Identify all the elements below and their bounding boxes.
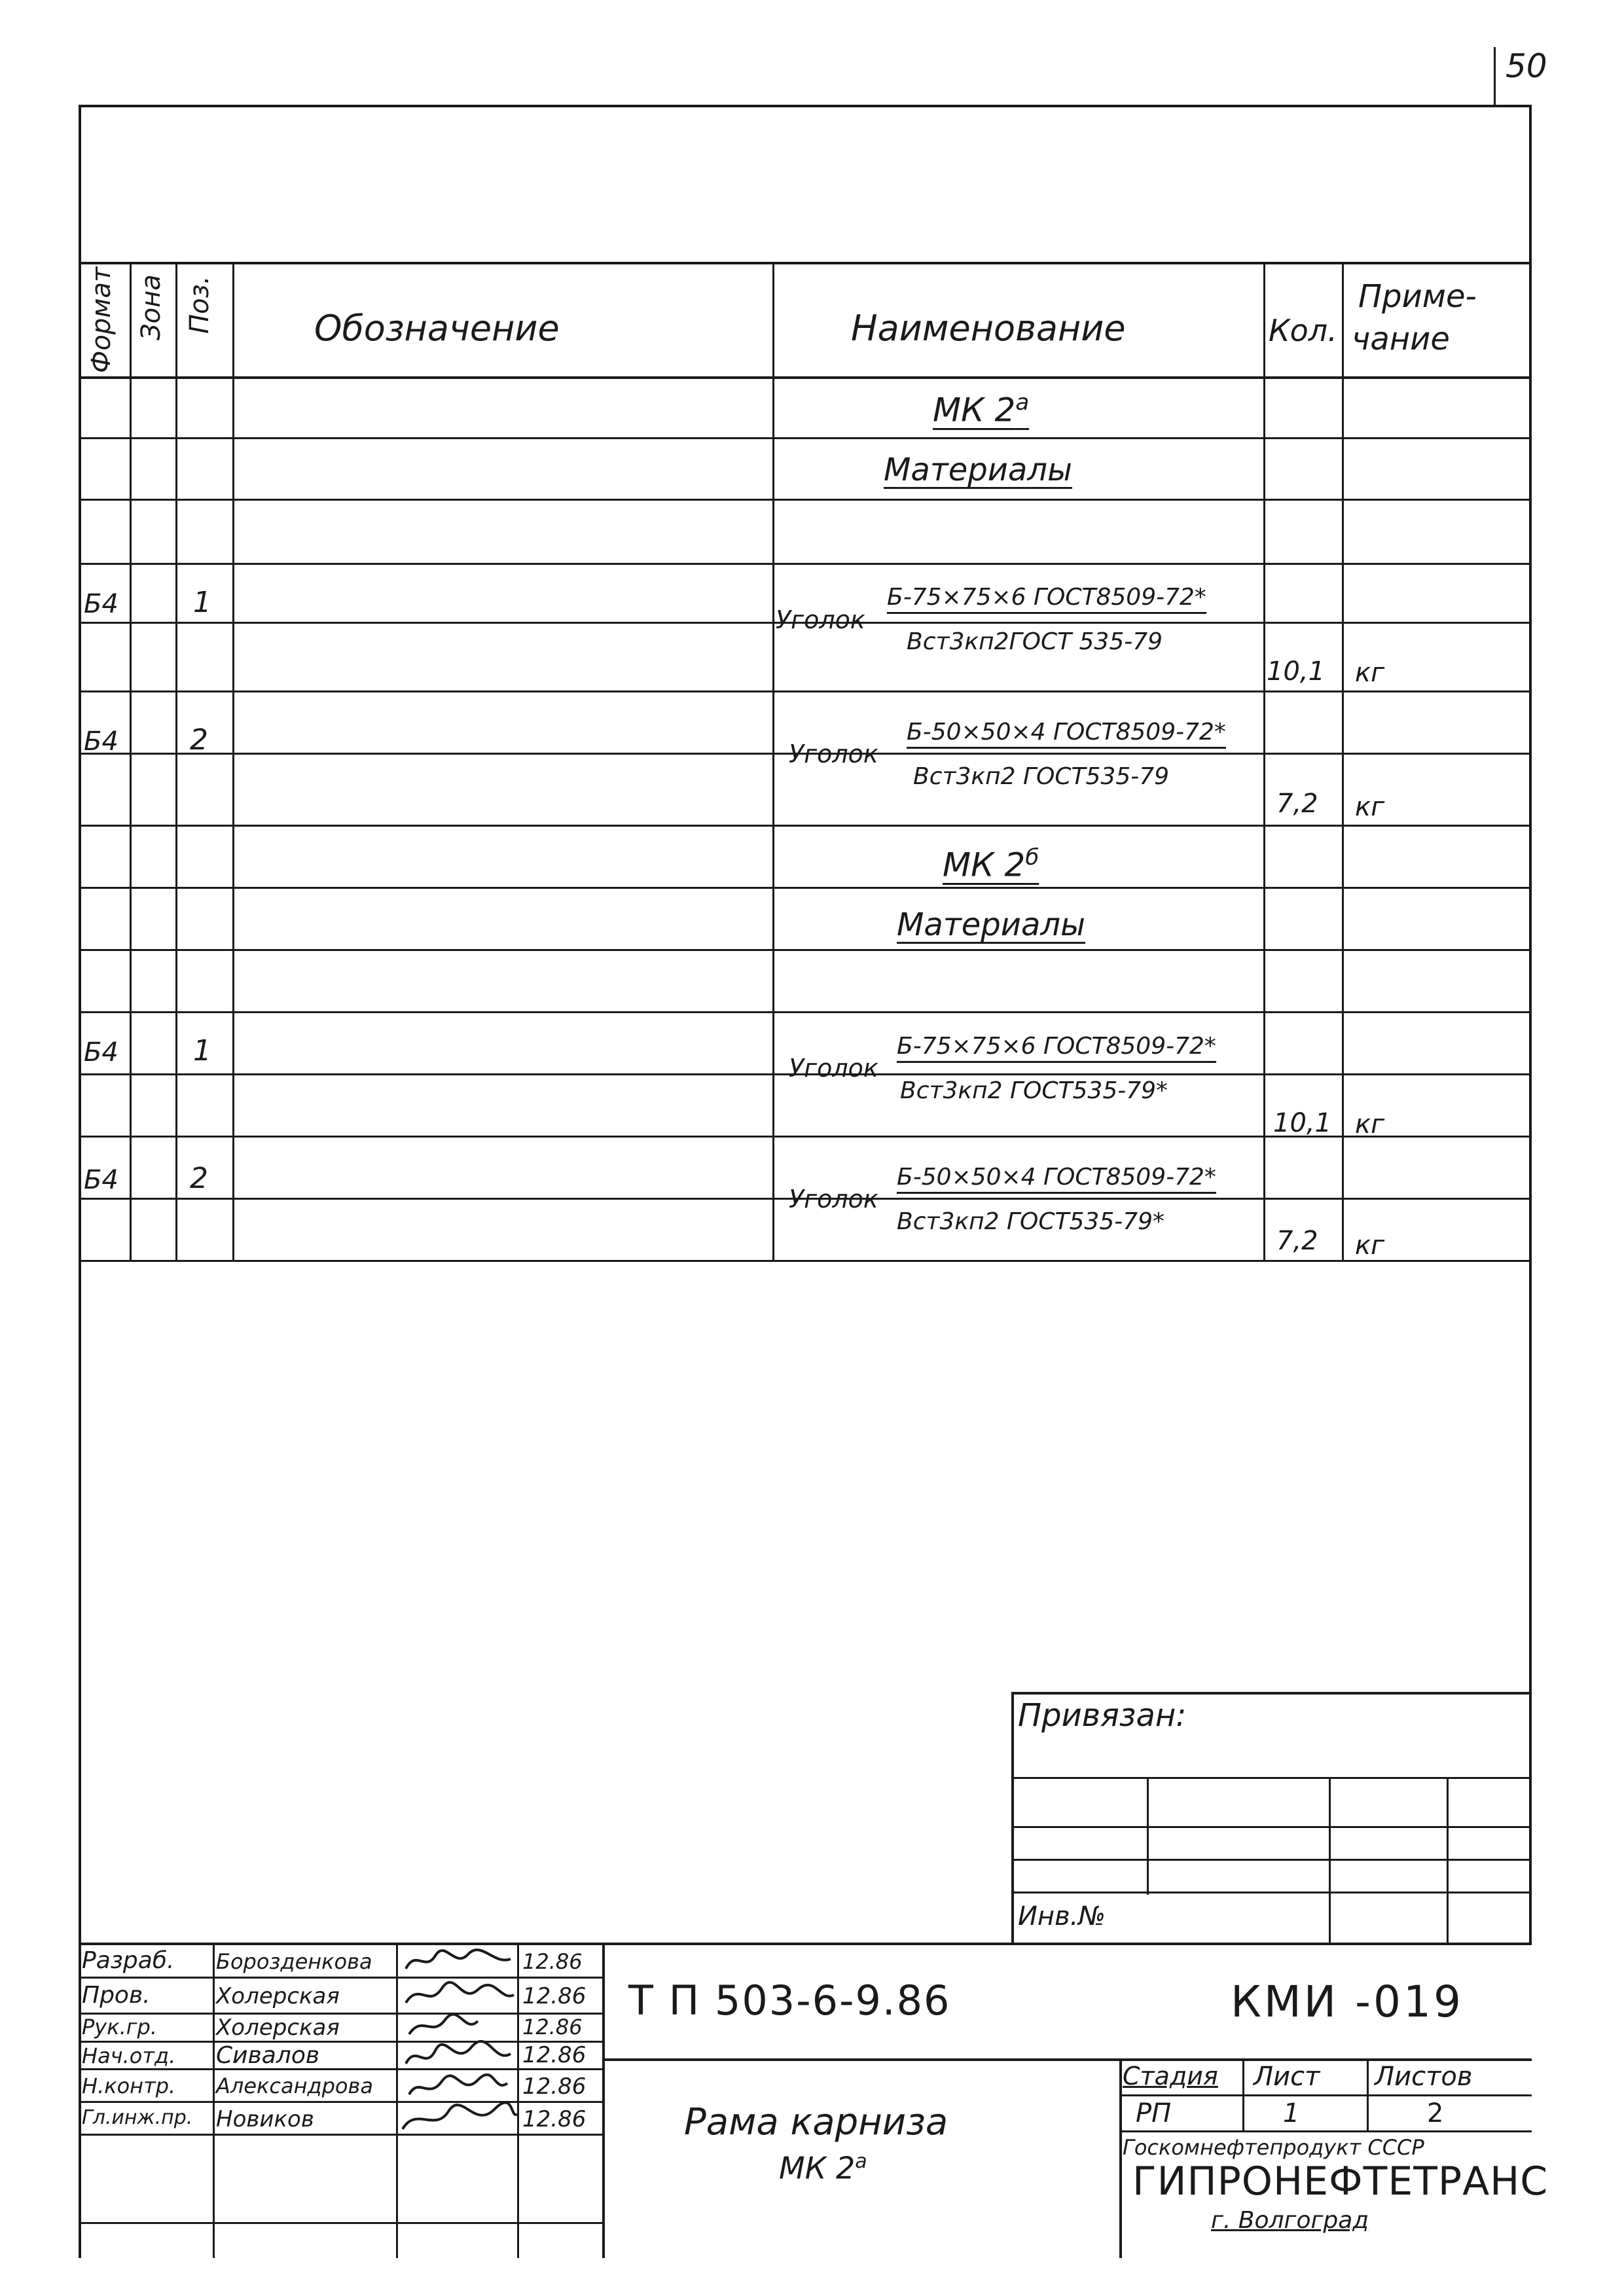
header-pos: Поз. [185,276,215,334]
item-qty: 10,1 [1267,656,1326,687]
role-name: Борозденкова [216,1949,372,1974]
title-block-mid-line [602,2058,1532,2061]
item-line1: Б-50×50×4 ГОСТ8509-72* [897,1164,1216,1194]
table-top-line [79,262,1532,264]
role-label: Пров. [82,1982,151,2009]
role-name: Сивалов [216,2042,320,2069]
role-name: Холерская [216,2015,340,2041]
item-format: Б4 [84,1165,118,1195]
binding-label: Привязан: [1018,1697,1187,1734]
header-zone: Зона [136,274,166,340]
role-name: Новиков [216,2106,314,2132]
item-pos: 2 [190,723,208,757]
frame-right [1529,105,1532,1944]
header-format: Формат [86,266,117,373]
item-unit: кг [1355,1230,1385,1261]
org-city: г. Волгоград [1211,2207,1369,2234]
signature-marks [396,1943,520,2139]
sheets-label: Листов [1375,2062,1473,2092]
col-qty-line [1263,262,1265,1262]
doc-subtitle: МК $2^а$ [779,2150,867,2186]
item-line2: Вст3кп2 ГОСТ535-79* [900,1077,1168,1104]
role-label: Рук.гр. [82,2015,158,2039]
item-qty: 7,2 [1276,789,1318,819]
stage-value: РП [1136,2098,1172,2128]
role-name: Александрова [216,2073,373,2098]
role-date: 12.86 [522,2042,586,2068]
doc-code: КМИ -019 [1231,1977,1464,2027]
header-qty: Кол. [1269,313,1337,348]
role-label: Н.контр. [82,2073,176,2098]
item-pos: 2 [190,1162,208,1195]
sheets-value: 2 [1427,2098,1444,2128]
header-bottom-line [79,376,1532,379]
header-name: Наименование [851,308,1126,349]
project-code: Т П 503-6-9.86 [628,1977,951,2024]
sheet-number: 50 [1506,47,1547,85]
org-ministry: Госкомнефтепродукт СССР [1123,2135,1424,2160]
section-title: МК $2^а$ [933,389,1030,429]
col-name-line [772,262,774,1262]
role-label: Нач.отд. [82,2043,176,2068]
item-line2: Вст3кп2 ГОСТ535-79* [897,1208,1165,1235]
role-date: 12.86 [522,2106,586,2132]
frame-top [79,105,1532,107]
item-format: Б4 [84,589,118,619]
title-block-top-line [79,1943,1532,1945]
item-name: Уголок [789,740,878,768]
sheet-label: Лист [1254,2062,1320,2092]
stage-label: Стадия [1123,2062,1218,2090]
item-qty: 10,1 [1273,1108,1332,1138]
sheet-value: 1 [1283,2098,1300,2128]
role-date: 12.86 [522,1949,583,1974]
item-pos: 1 [193,1034,211,1067]
header-note-line1: Приме- [1358,278,1477,315]
item-line1: Б-50×50×4 ГОСТ8509-72* [907,719,1226,749]
col-note-line [1342,262,1344,1262]
inv-label: Инв.№ [1018,1901,1106,1931]
item-line1: Б-75×75×6 ГОСТ8509-72* [897,1033,1216,1063]
sheet-number-divider [1494,47,1496,106]
role-name: Холерская [216,1983,340,2009]
section-subtitle: Материалы [884,452,1072,488]
item-pos: 1 [193,586,211,619]
item-qty: 7,2 [1276,1226,1318,1256]
role-label: Гл.инж.пр. [82,2106,193,2129]
item-unit: кг [1355,658,1385,688]
item-unit: кг [1355,792,1385,822]
col-pos-line [175,262,177,1262]
role-date: 12.86 [522,1983,586,2009]
section-subtitle: Материалы [897,906,1085,943]
org-name: ГИПРОНЕФТЕТРАНС [1132,2159,1549,2204]
item-format: Б4 [84,726,118,757]
item-line2: Вст3кп2 ГОСТ535-79 [913,763,1170,790]
item-unit: кг [1355,1109,1385,1139]
col-zone-line [130,262,132,1262]
item-line1: Б-75×75×6 ГОСТ8509-72* [887,584,1206,614]
item-name: Уголок [776,605,865,634]
section-title: МК $2^б$ [943,844,1039,884]
item-format: Б4 [84,1037,118,1067]
header-designation: Обозначение [314,308,560,349]
item-name: Уголок [789,1054,878,1083]
col-designation-line [232,262,234,1262]
header-note-line2: чание [1352,321,1450,357]
doc-title: Рама карниза [684,2101,948,2144]
frame-left [79,105,81,2258]
role-label: Разраб. [82,1947,175,1974]
item-name: Уголок [789,1185,878,1213]
item-line2: Вст3кп2ГОСТ 535-79 [907,628,1163,655]
role-date: 12.86 [522,2073,586,2100]
role-date: 12.86 [522,2015,583,2039]
binding-top-line [1011,1692,1532,1695]
binding-left-line [1011,1692,1014,1944]
